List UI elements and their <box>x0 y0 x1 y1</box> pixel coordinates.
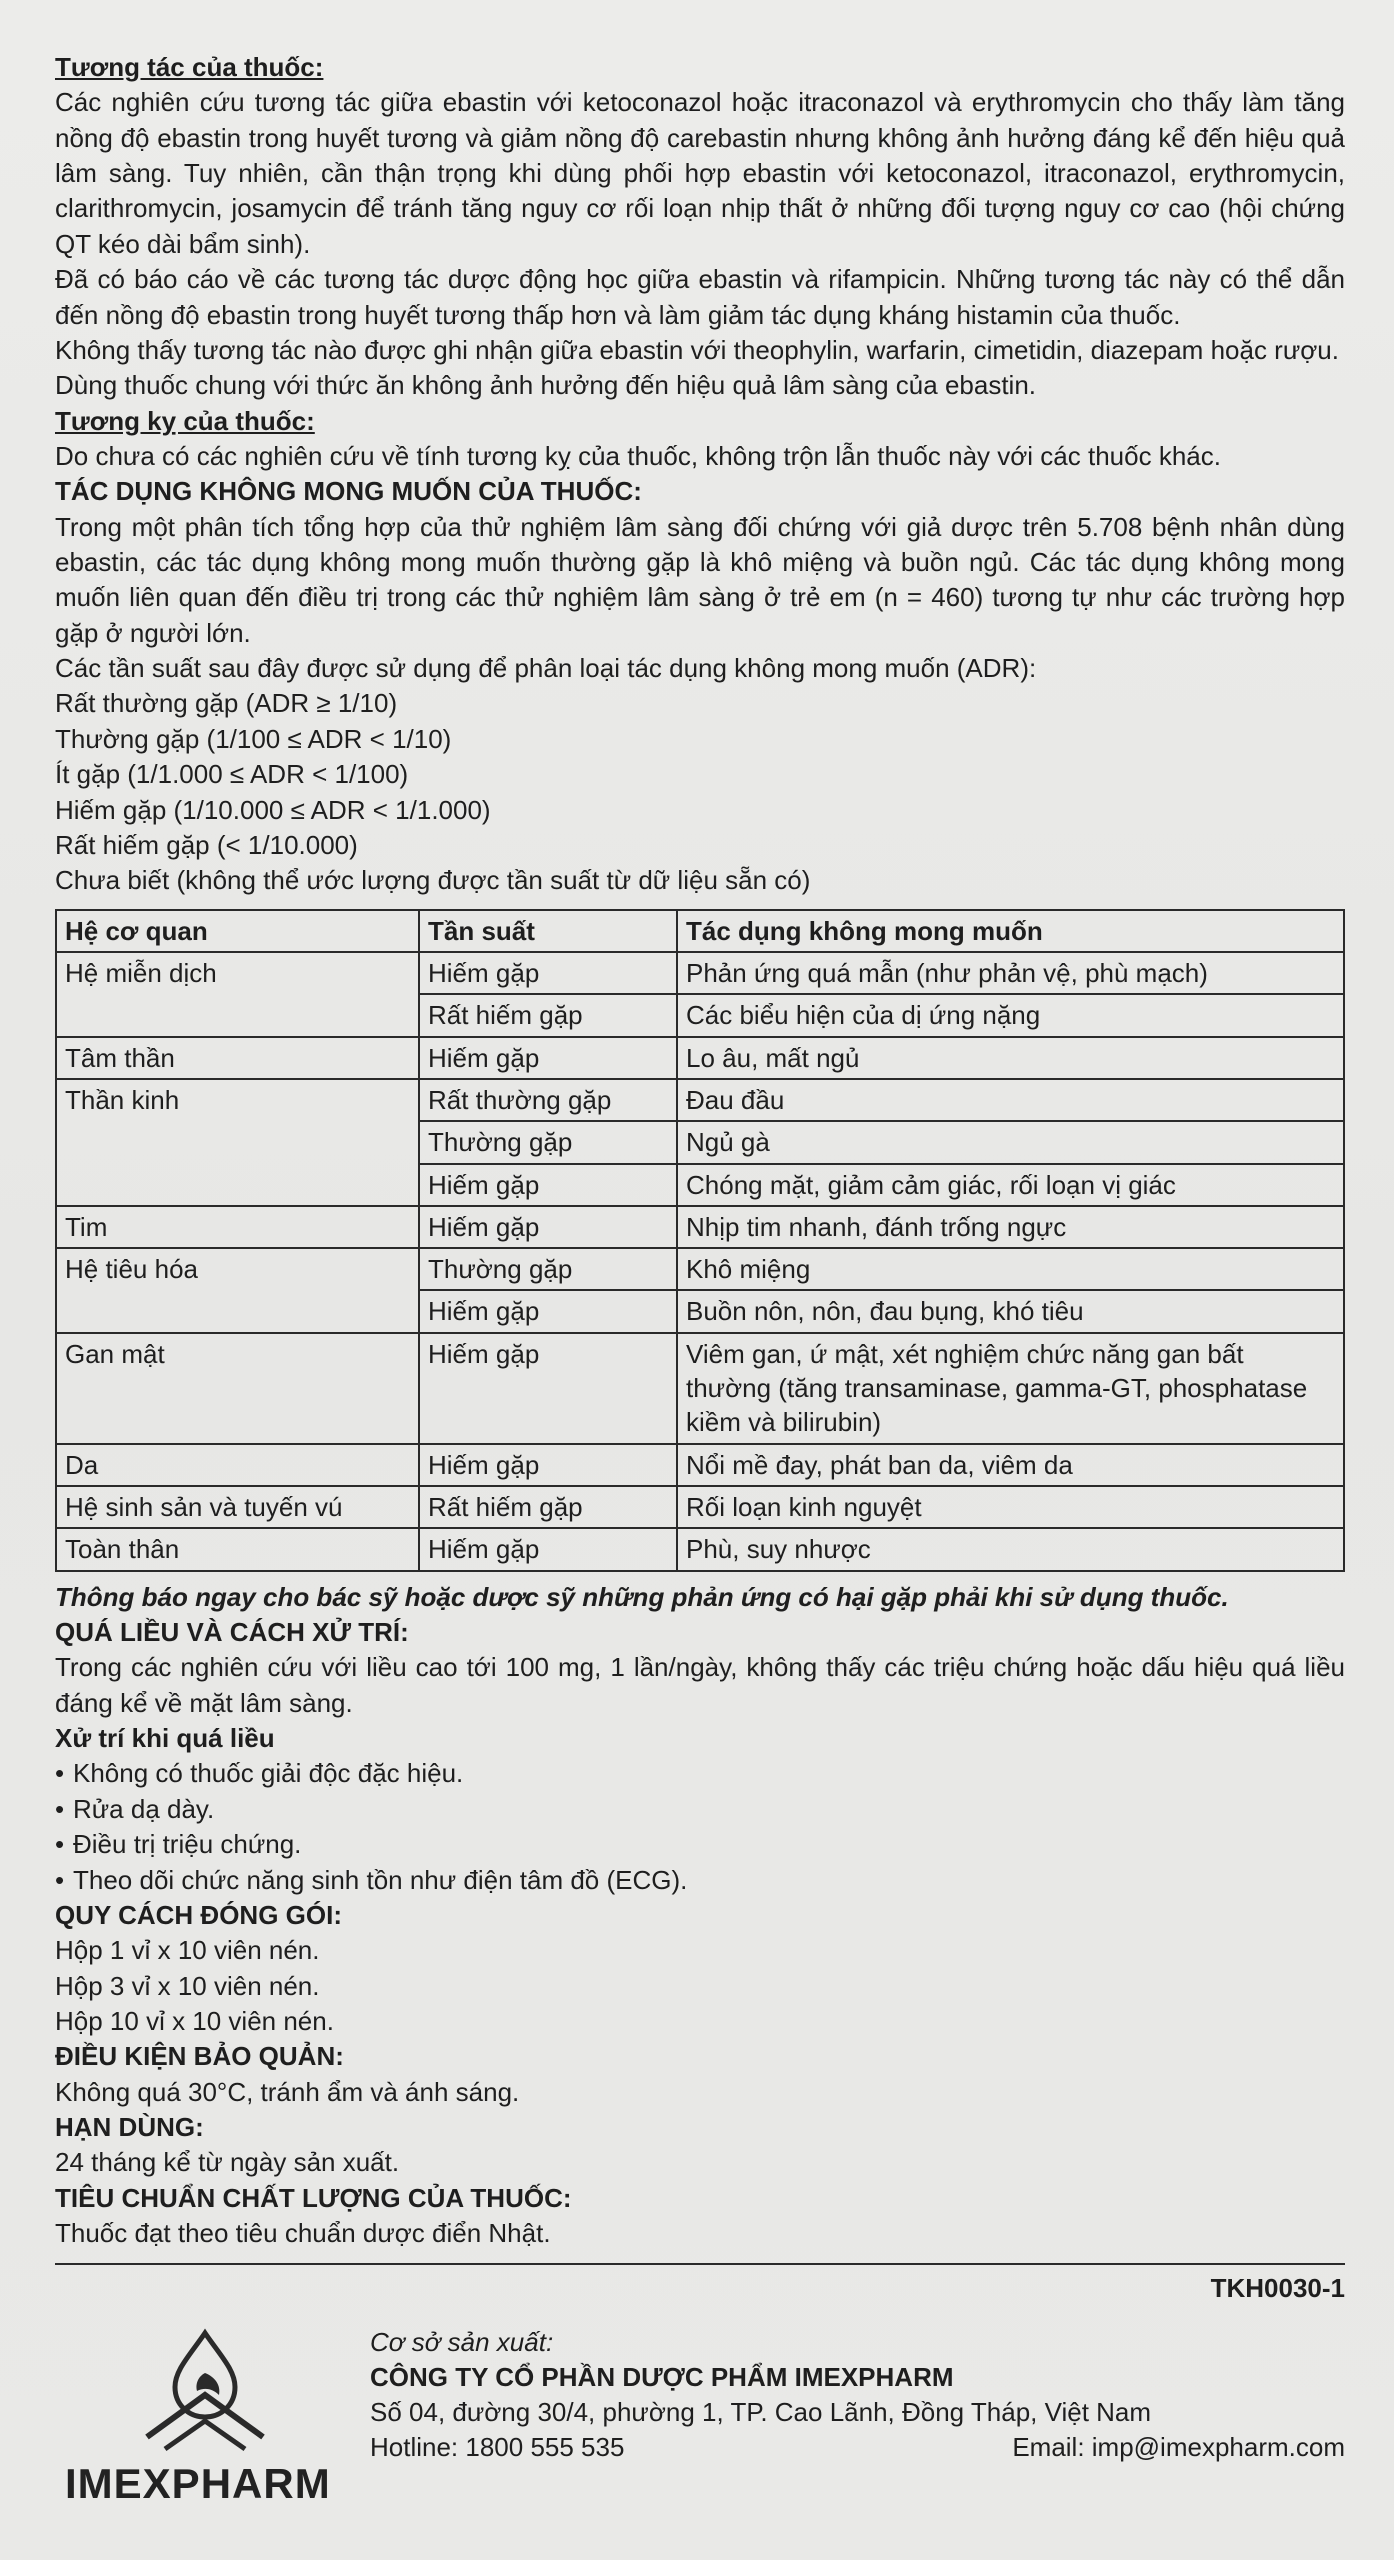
report-notice: Thông báo ngay cho bác sỹ hoặc dược sỹ những phản ứng có hại gặp phải khi sử dụng thuốc. <box>55 1581 1229 1612</box>
frequency-cell: Rất thường gặp <box>419 1079 677 1121</box>
frequency-intro: Các tần suất sau đây được sử dụng để phân loại tác dụng không mong muốn (ADR): <box>55 653 1037 684</box>
overdose-handling-title: Xử trí khi quá liều <box>55 1723 275 1754</box>
frequency-cell: Rất hiếm gặp <box>419 1486 677 1528</box>
manufacturer-label: Cơ sở sản xuất: <box>370 2326 554 2357</box>
frequency-cell: Thường gặp <box>419 1248 677 1290</box>
table-row <box>56 1444 1344 1486</box>
organ-cell: Thần kinh <box>56 1079 419 1206</box>
interactions-paragraph: Không thấy tương tác nào được ghi nhận giữa ebastin với theophylin, warfarin, cimetidin, diazepam hoặc rượu. <box>55 334 1339 365</box>
frequency-cell: Rất hiếm gặp <box>419 994 677 1036</box>
frequency-cell: Hiếm gặp <box>419 1333 677 1444</box>
effect-cell: Phù, suy nhược <box>677 1528 1344 1570</box>
company-name: CÔNG TY CỔ PHẦN DƯỢC PHẨM IMEXPHARM <box>370 2361 954 2392</box>
adverse-effects-table <box>55 909 1345 1572</box>
adverse-effects-body <box>56 952 1344 1571</box>
effect-cell: Các biểu hiện của dị ứng nặng <box>677 994 1344 1036</box>
shelf-life-text: 24 tháng kể từ ngày sản xuất. <box>55 2147 400 2178</box>
effect-cell: Nhịp tim nhanh, đánh trống ngực <box>677 1206 1344 1248</box>
header-frequency: Tần suất <box>419 910 677 952</box>
frequency-cell: Thường gặp <box>419 1121 677 1163</box>
organ-cell: Toàn thân <box>56 1528 419 1570</box>
manufacturer-info <box>370 2325 1345 2465</box>
effect-cell: Khô miệng <box>677 1248 1344 1290</box>
packaging-item: Hộp 10 vỉ x 10 viên nén. <box>55 2005 334 2036</box>
company-address: Số 04, đường 30/4, phường 1, TP. Cao Lãnh, Đồng Tháp, Việt Nam <box>370 2397 1152 2427</box>
effect-cell: Phản ứng quá mẫn (như phản vệ, phù mạch) <box>677 952 1344 994</box>
quality-title: TIÊU CHUẨN CHẤT LƯỢNG CỦA THUỐC: <box>55 2182 572 2213</box>
effect-cell: Viêm gan, ứ mật, xét nghiệm chức năng gan bất thường (tăng transaminase, gamma-GT, phosphatase kiềm và bilirubin) <box>677 1333 1344 1444</box>
hotline: Hotline: 1800 555 535 <box>370 2432 625 2463</box>
organ-cell: Tâm thần <box>56 1037 419 1079</box>
storage-title: ĐIỀU KIỆN BẢO QUẢN: <box>55 2041 344 2072</box>
frequency-item: Chưa biết (không thể ước lượng được tần suất từ dữ liệu sẵn có) <box>55 865 811 896</box>
packaging-item: Hộp 3 vỉ x 10 viên nén. <box>55 1970 320 2001</box>
logo-mark-icon <box>55 2325 355 2465</box>
list-item: • Theo dõi chức năng sinh tồn như điện tâm đồ (ECG). <box>55 1863 1345 1898</box>
table-row <box>56 1248 1344 1290</box>
adverse-intro: Trong một phân tích tổng hợp của thử nghiệm lâm sàng đối chứng với giả dược trên 5.708 bệnh nhân dùng ebastin, các tác dụng không mong muốn thường gặp là khô miệng và buồn ngủ. Các tác dụng không mong muốn liên quan đến điều trị trong các thử nghiệm lâm sàng ở trẻ em (n = 460) tương tự như các trường hợp gặp ở người lớn. <box>55 511 1345 648</box>
frequency-cell: Hiếm gặp <box>419 1206 677 1248</box>
organ-cell: Hệ sinh sản và tuyến vú <box>56 1486 419 1528</box>
organ-cell: Hệ miễn dịch <box>56 952 419 1037</box>
packaging-title: QUY CÁCH ĐÓNG GÓI: <box>55 1899 342 1930</box>
overdose-text: Trong các nghiên cứu với liều cao tới 100 mg, 1 lần/ngày, không thấy các triệu chứng hoặc dấu hiệu quá liều đáng kể về mặt lâm sàng. <box>55 1652 1345 1718</box>
table-row <box>56 1079 1344 1121</box>
header-organ: Hệ cơ quan <box>56 910 419 952</box>
frequency-cell: Hiếm gặp <box>419 1528 677 1570</box>
frequency-cell: Hiếm gặp <box>419 1164 677 1206</box>
overdose-handling-list <box>55 1756 1345 1897</box>
email: Email: imp@imexpharm.com <box>1012 2432 1345 2463</box>
divider <box>55 2263 1345 2265</box>
frequency-item: Hiếm gặp (1/10.000 ≤ ADR < 1/1.000) <box>55 794 491 825</box>
list-item: • Điều trị triệu chứng. <box>55 1827 1345 1862</box>
organ-cell: Gan mật <box>56 1333 419 1444</box>
table-row <box>56 1486 1344 1528</box>
table-row <box>56 1333 1344 1444</box>
table-header-row <box>56 910 1344 952</box>
overdose-title: QUÁ LIỀU VÀ CÁCH XỬ TRÍ: <box>55 1616 409 1647</box>
frequency-item: Thường gặp (1/100 ≤ ADR < 1/10) <box>55 723 452 754</box>
shelf-life-title: HẠN DÙNG: <box>55 2112 204 2143</box>
quality-text: Thuốc đạt theo tiêu chuẩn dược điển Nhật. <box>55 2218 551 2249</box>
contact-row <box>370 2430 1345 2465</box>
interactions-paragraph: Đã có báo cáo về các tương tác dược động học giữa ebastin và rifampicin. Những tương tác này có thể dẫn đến nồng độ ebastin trong huyết tương thấp hơn và làm giảm tác dụng kháng histamin của thuốc. <box>55 264 1345 330</box>
frequency-item: Rất hiếm gặp (< 1/10.000) <box>55 829 358 860</box>
adverse-title: TÁC DỤNG KHÔNG MONG MUỐN CỦA THUỐC: <box>55 476 642 507</box>
effect-cell: Buồn nôn, nôn, đau bụng, khó tiêu <box>677 1290 1344 1332</box>
table-row <box>56 1206 1344 1248</box>
organ-cell: Tim <box>56 1206 419 1248</box>
incompatibility-title: Tương kỵ của thuốc: <box>55 405 315 436</box>
leaflet-content <box>55 50 1345 2515</box>
incompatibility-text: Do chưa có các nghiên cứu về tính tương kỵ của thuốc, không trộn lẫn thuốc này với các thuốc khác. <box>55 440 1221 471</box>
frequency-cell: Hiếm gặp <box>419 952 677 994</box>
effect-cell: Lo âu, mất ngủ <box>677 1037 1344 1079</box>
manufacturer-footer <box>55 2315 1345 2515</box>
document-code: TKH0030-1 <box>1210 2273 1345 2304</box>
table-row <box>56 1037 1344 1079</box>
organ-cell: Da <box>56 1444 419 1486</box>
header-effect: Tác dụng không mong muốn <box>677 910 1344 952</box>
packaging-item: Hộp 1 vỉ x 10 viên nén. <box>55 1935 320 1966</box>
effect-cell: Rối loạn kinh nguyệt <box>677 1486 1344 1528</box>
effect-cell: Ngủ gà <box>677 1121 1344 1163</box>
storage-text: Không quá 30°C, tránh ẩm và ánh sáng. <box>55 2076 520 2107</box>
effect-cell: Đau đầu <box>677 1079 1344 1121</box>
effect-cell: Chóng mặt, giảm cảm giác, rối loạn vị giác <box>677 1164 1344 1206</box>
interactions-title: Tương tác của thuốc: <box>55 52 324 82</box>
frequency-item: Ít gặp (1/1.000 ≤ ADR < 1/100) <box>55 759 409 790</box>
interactions-paragraph: Dùng thuốc chung với thức ăn không ảnh hưởng đến hiệu quả lâm sàng của ebastin. <box>55 370 1037 401</box>
frequency-cell: Hiếm gặp <box>419 1037 677 1079</box>
table-row <box>56 952 1344 994</box>
organ-cell: Hệ tiêu hóa <box>56 1248 419 1333</box>
effect-cell: Nổi mề đay, phát ban da, viêm da <box>677 1444 1344 1486</box>
frequency-item: Rất thường gặp (ADR ≥ 1/10) <box>55 688 398 719</box>
frequency-cell: Hiếm gặp <box>419 1290 677 1332</box>
table-row <box>56 1528 1344 1570</box>
list-item: • Rửa dạ dày. <box>55 1792 1345 1827</box>
interactions-paragraph: Các nghiên cứu tương tác giữa ebastin với ketoconazol hoặc itraconazol và erythromycin cho thấy làm tăng nồng độ ebastin trong huyết tương và giảm nồng độ carebastin nhưng không ảnh hưởng đáng kể đến hiệu quả lâm sàng. Tuy nhiên, cần thận trọng khi dùng phối hợp ebastin với ketoconazol, itraconazol, erythromycin, clarithromycin, josamycin để tránh tăng nguy cơ rối loạn nhịp thất ở những đối tượng nguy cơ cao (hội chứng QT kéo dài bẩm sinh). <box>55 87 1345 259</box>
list-item: • Không có thuốc giải độc đặc hiệu. <box>55 1756 1345 1791</box>
logo-wordmark: IMEXPHARM <box>65 2459 331 2507</box>
frequency-cell: Hiếm gặp <box>419 1444 677 1486</box>
